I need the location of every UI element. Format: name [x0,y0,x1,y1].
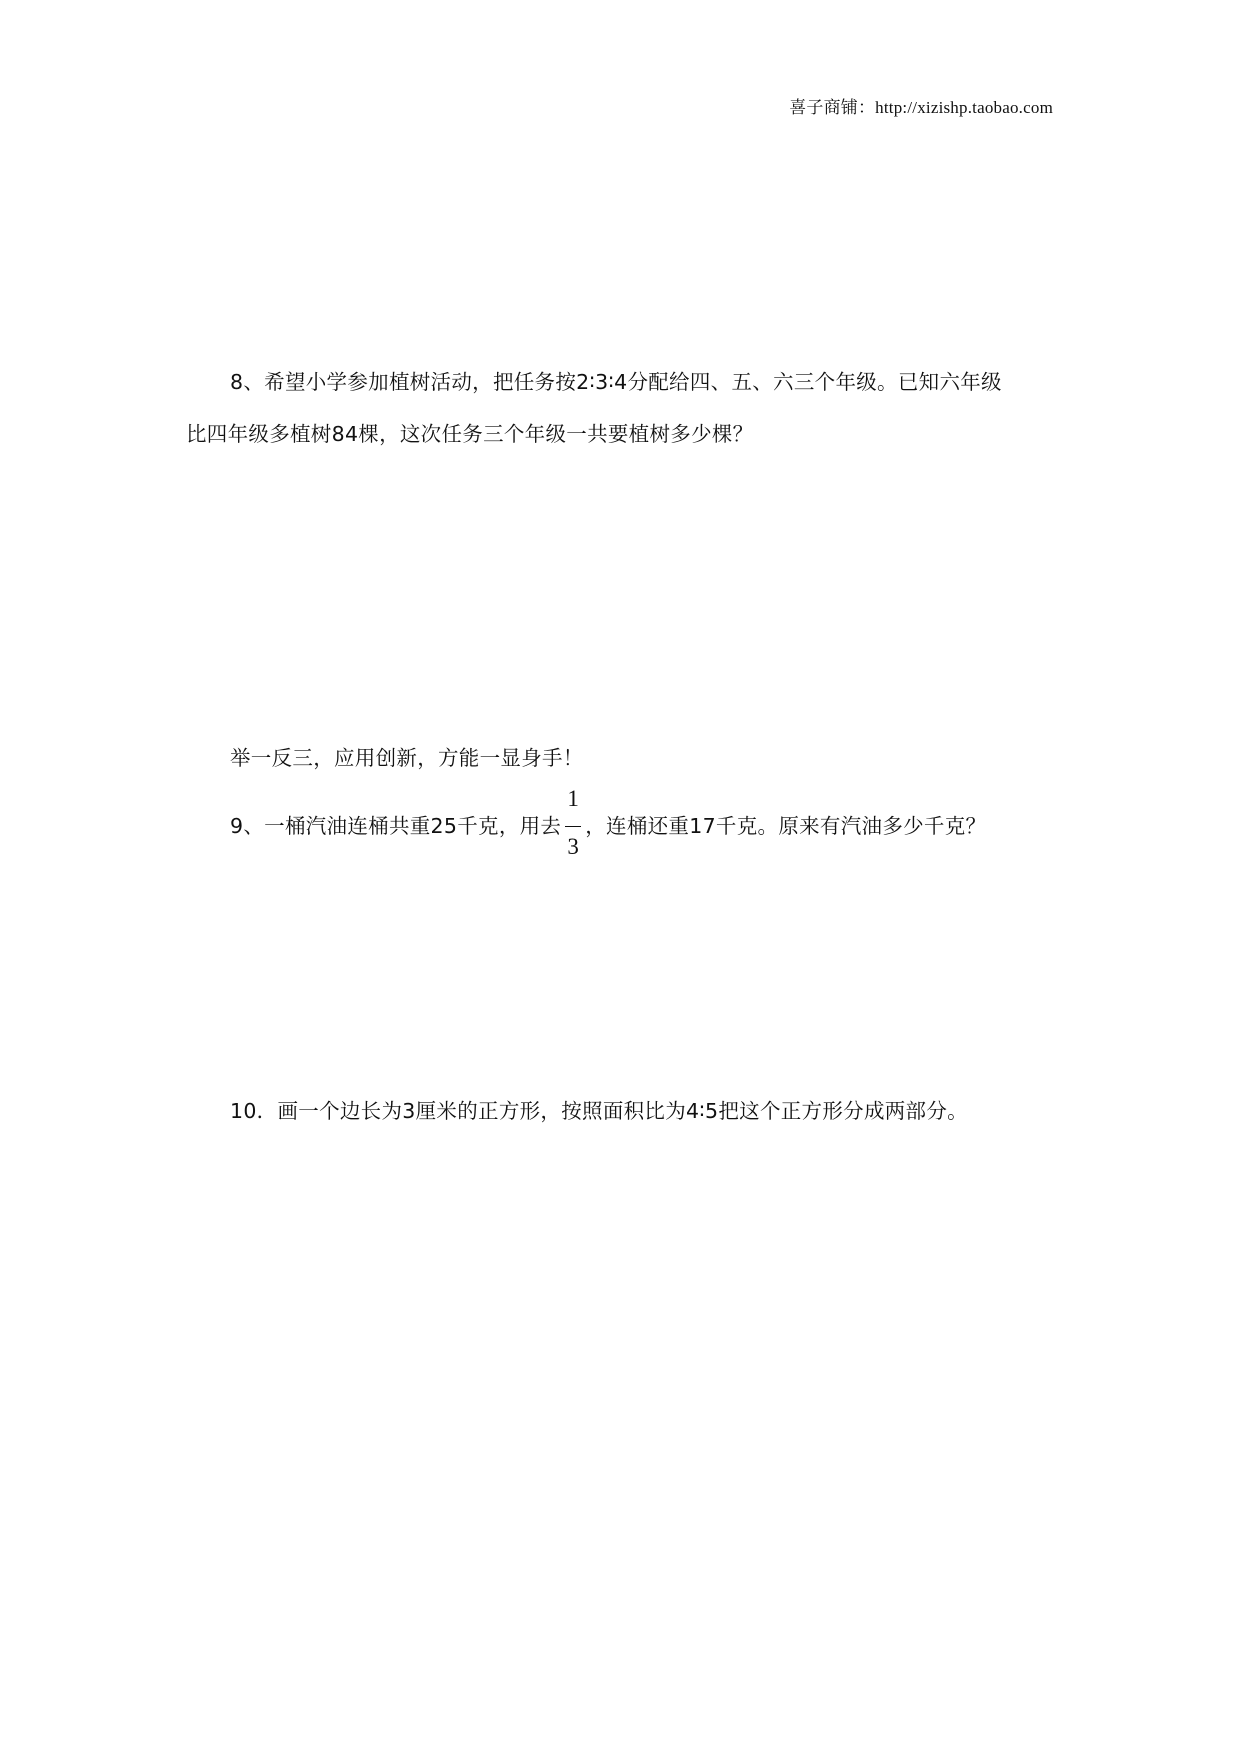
section-motto: 举一反三，应用创新，方能一显身手！ [230,746,584,770]
shop-header: 喜子商铺：http://xizishp.taobao.com [789,98,1053,117]
question-8-line-2: 比四年级多植树84棵，这次任务三个年级一共要植树多少棵？ [186,422,754,446]
question-10: 10．画一个边长为3厘米的正方形，按照面积比为4∶5把这个正方形分成两部分。 [230,1099,968,1123]
fraction-denominator: 3 [567,834,580,859]
fraction-bar [565,826,581,827]
question-9 [230,786,987,859]
question-9-text-before: 9、一桶汽油连桶共重25千克，用去 [230,814,562,838]
question-9-text-after: ，连桶还重17千克。原来有汽油多少千克？ [585,814,987,838]
question-8-line-1: 8、希望小学参加植树活动，把任务按2∶3∶4分配给四、五、六三个年级。已知六年级 [230,370,1002,394]
fraction-numerator: 1 [567,786,580,811]
fraction-one-third [563,786,583,859]
